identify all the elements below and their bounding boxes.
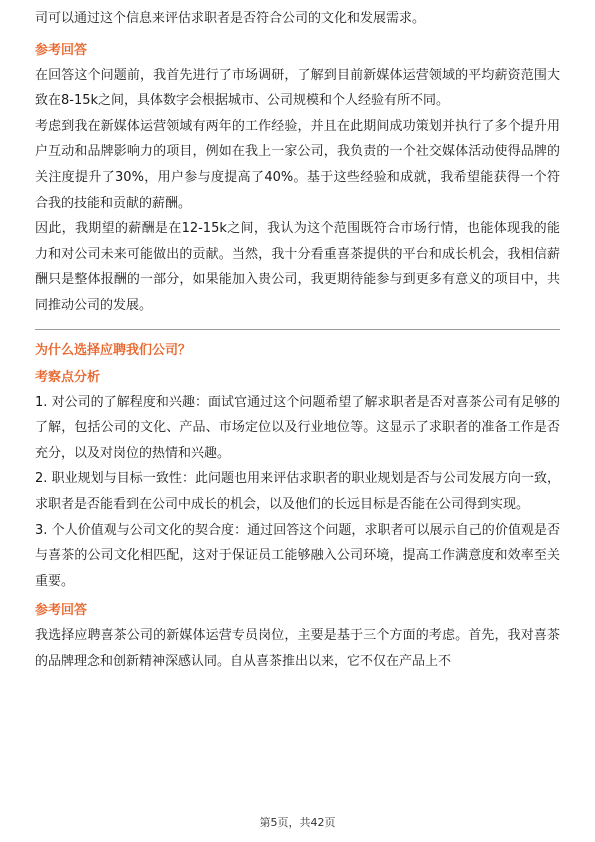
analysis-point: 1. 对公司的了解程度和兴趣：面试官通过这个问题希望了解求职者是否对喜茶公司有足够的了解，包括公司的文化、产品、市场定位以及行业地位等。这显示了求职者的准备工作是否充分，以及对岗位的热情和兴趣。 bbox=[35, 394, 560, 461]
answer-paragraph: 因此，我期望的薪酬是在12-15k之间，我认为这个范围既符合市场行情，也能体现我的能力和对公司未来可能做出的贡献。当然，我十分看重喜茶提供的平台和成长机会，我相信薪酬只是整体报酬的一部分，如果能加入贵公司，我更期待能参与到更多有意义的项目中，共同推动公司的发展。 bbox=[35, 221, 560, 313]
answer-paragraph: 考虑到我在新媒体运营领域有两年的工作经验，并且在此期间成功策划并执行了多个提升用户互动和品牌影响力的项目，例如在我上一家公司，我负责的一个社交媒体活动使得品牌的关注度提升了30%，用户参与度提高了40%。基于这些经验和成就，我希望能获得一个符合我的技能和贡献的薪酬。 bbox=[35, 118, 560, 211]
document-page bbox=[35, 0, 560, 674]
reference-answer-heading: 参考回答 bbox=[35, 42, 88, 58]
section-divider bbox=[35, 329, 560, 330]
analysis-point: 2. 职业规划与目标一致性：此问题也用来评估求职者的职业规划是否与公司发展方向一致，求职者是否能看到在公司中成长的机会，以及他们的长远目标是否能在公司得到实现。 bbox=[35, 471, 560, 512]
page-number: 第5页，共42页 bbox=[259, 816, 336, 829]
analysis-heading: 考察点分析 bbox=[35, 369, 101, 385]
answer-paragraph: 我选择应聘喜茶公司的新媒体运营专员岗位，主要是基于三个方面的考虑。首先，我对喜茶的品牌理念和创新精神深感认同。自从喜茶推出以来，它不仅在产品上不 bbox=[35, 628, 560, 669]
intro-tail-text: 司可以通过这个信息来评估求职者是否符合公司的文化和发展需求。 bbox=[35, 11, 426, 26]
analysis-point: 3. 个人价值观与公司文化的契合度：通过回答这个问题，求职者可以展示自己的价值观是否与喜茶的公司文化相匹配，这对于保证员工能够融入公司环境，提高工作满意度和效率至关重要。 bbox=[35, 522, 560, 589]
answer-paragraph: 在回答这个问题前，我首先进行了市场调研，了解到目前新媒体运营领域的平均薪资范围大致在8-15k之间，具体数字会根据城市、公司规模和个人经验有所不同。 bbox=[35, 67, 560, 109]
reference-answer-heading: 参考回答 bbox=[35, 603, 88, 619]
question-heading: 为什么选择应聘我们公司？ bbox=[35, 342, 192, 358]
